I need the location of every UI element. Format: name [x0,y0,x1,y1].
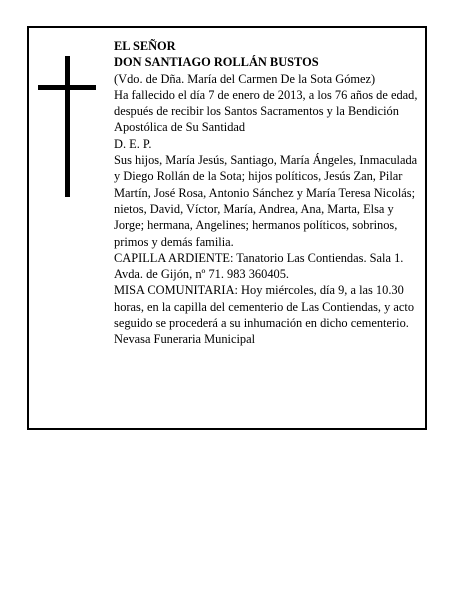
death-announcement: Ha fallecido el día 7 de enero de 2013, a los 76 años de edad, después de recibir los Santos Sacramentos y la Bendición Apostólica de Su Santidad [114,87,418,135]
widower-line: (Vdo. de Dña. María del Carmen De la Sota Gómez) [114,71,376,86]
obituary-text [114,38,418,348]
dep-line: D. E. P. [114,136,152,151]
family-list: Sus hijos, María Jesús, Santiago, María Ángeles, Inmaculada y Diego Rollán de la Sota; hijos políticos, Jesús Zan, Pilar Martín, José Rosa, Antonio Sánchez y María Teresa Nicolás; nietos, David, Víctor, María, Andrea, Ana, Marta, Elsa y Jorge; hermana, Angelines; hermanos políticos, sobrinos, primos y demás familia. [114,153,418,249]
notice-heading: EL SEÑOR [114,39,176,53]
funeral-home: Nevasa Funeraria Municipal [114,332,256,347]
mass-info: MISA COMUNITARIA: Hoy miércoles, día 9, a las 10.30 horas, en la capilla del cementerio de Las Contiendas, y acto seguido se procederá a su inhumación en dicho cementerio. [114,283,415,331]
cross-horizontal-bar [38,85,96,90]
deceased-name: DON SANTIAGO ROLLÁN BUSTOS [114,55,319,70]
cross-icon [38,56,96,197]
chapel-info: CAPILLA ARDIENTE: Tanatorio Las Contiendas. Sala 1. Avda. de Gijón, nº 71. 983 360405. [114,250,404,282]
cross-vertical-bar [65,56,70,197]
